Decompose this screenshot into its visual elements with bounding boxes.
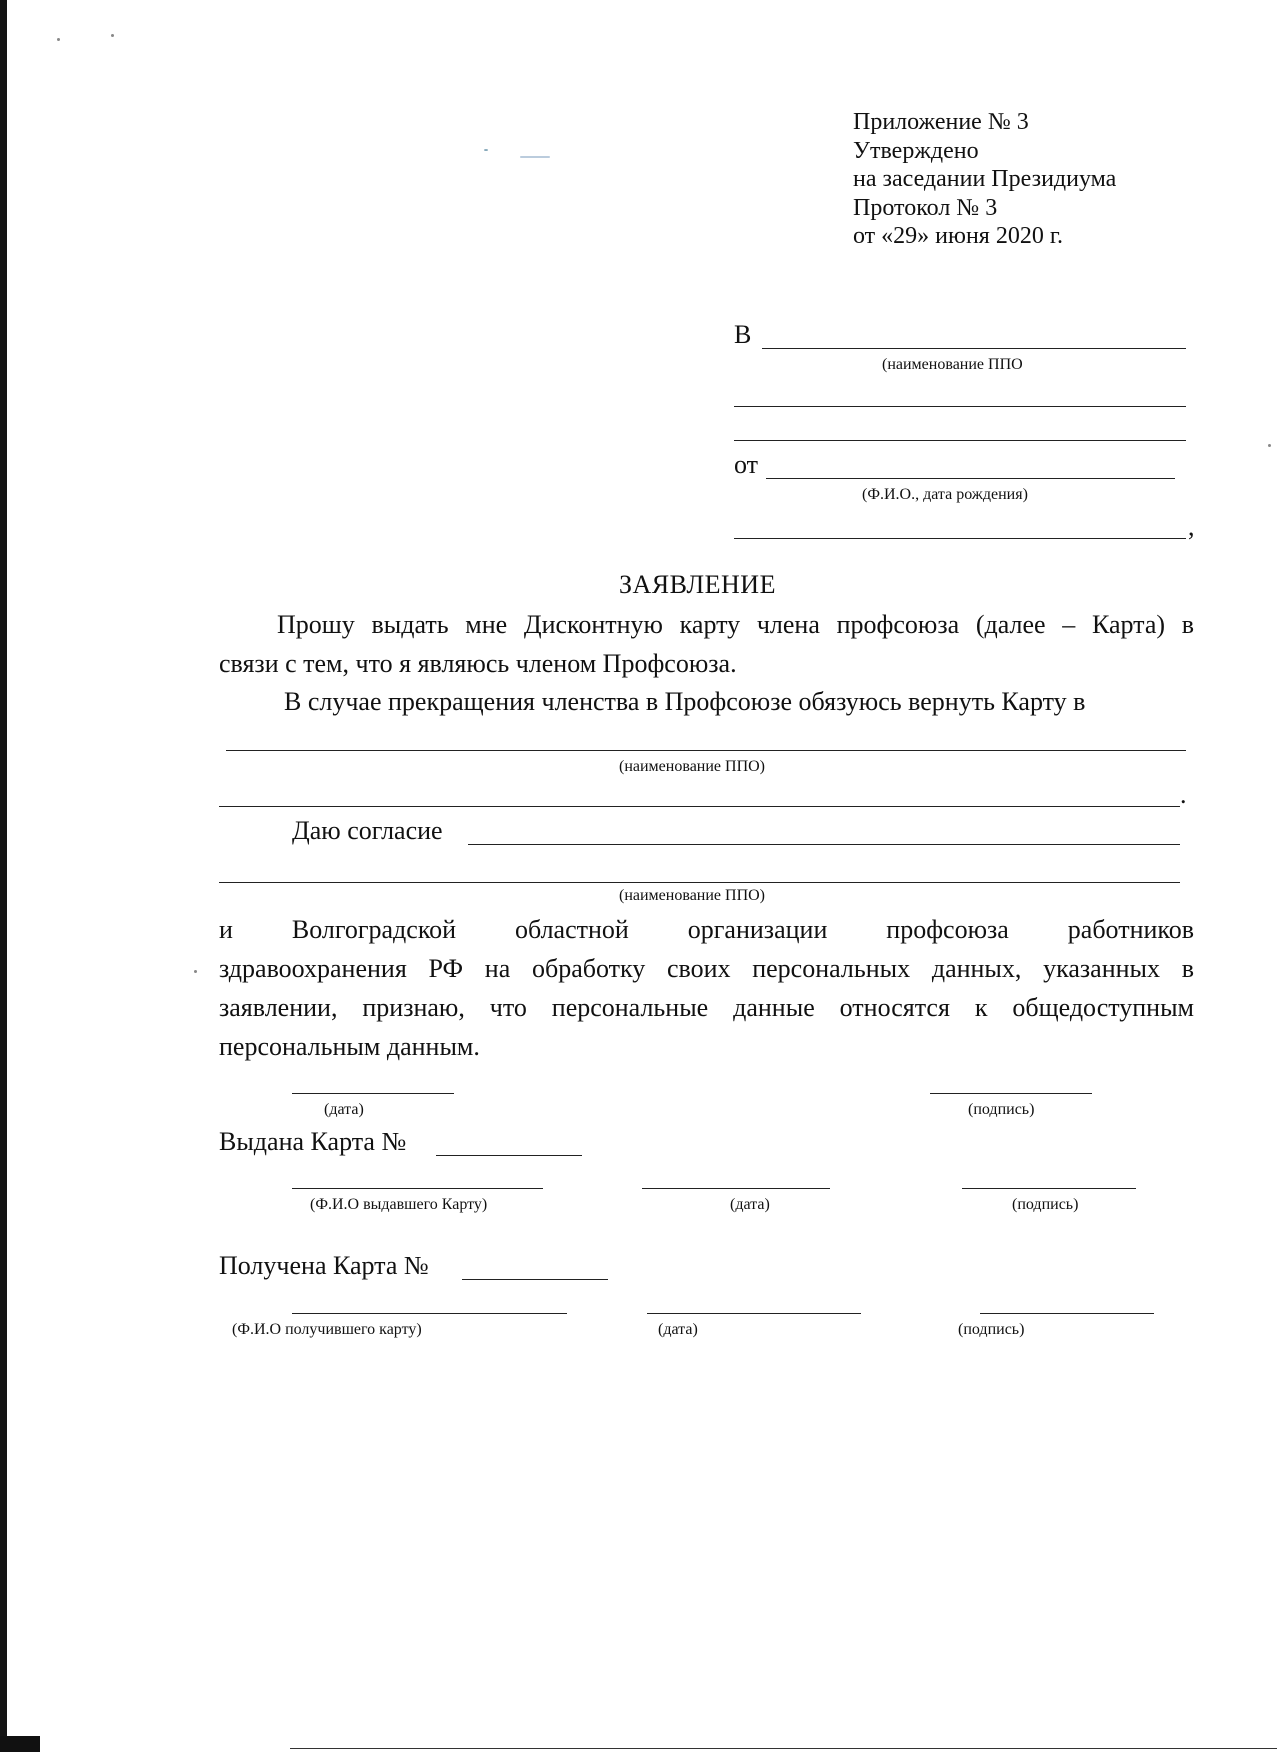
scan-speck [520, 156, 550, 158]
paragraph-line: Прошу выдать мне Дисконтную карту члена профсоюза (далее – Карта) в [277, 610, 1194, 639]
scan-speck [111, 34, 114, 37]
scan-bottom-line [290, 1748, 1277, 1749]
paragraph-line: заявлении, признаю, что персональные данные относятся к общедоступным [219, 993, 1194, 1022]
received-date-caption: (дата) [658, 1321, 698, 1338]
received-card-label: Получена Карта № [219, 1251, 429, 1280]
scan-speck [57, 38, 60, 41]
issued-date-caption: (дата) [730, 1196, 770, 1213]
to-field-line-3[interactable] [734, 440, 1186, 441]
receiver-fio-caption: (Ф.И.О получившего карту) [232, 1321, 422, 1338]
scan-speck [194, 970, 197, 973]
statement-title: ЗАЯВЛЕНИЕ [619, 570, 776, 599]
from-end-comma: , [1188, 512, 1195, 541]
paragraph-line: В случае прекращения членства в Профсоюзе обязуюсь вернуть Карту в [284, 687, 1086, 716]
receiver-fio-line[interactable] [292, 1313, 567, 1314]
issued-signature-line[interactable] [962, 1188, 1136, 1189]
scan-speck [484, 149, 488, 151]
consent-field-line-2[interactable] [219, 882, 1180, 883]
issuer-fio-caption: (Ф.И.О выдавшего Карту) [310, 1196, 488, 1213]
applicant-date-line[interactable] [292, 1093, 454, 1094]
consent-caption: (наименование ППО) [619, 887, 766, 904]
paragraph-line: связи с тем, что я являюсь членом Профсоюза. [219, 649, 737, 678]
paragraph-line: и Волгоградской областной организации профсоюза работников [219, 915, 1194, 944]
consent-label: Даю согласие [292, 816, 443, 845]
scan-corner-mark [0, 1736, 40, 1752]
from-prefix: от [734, 450, 759, 479]
received-card-number-line[interactable] [462, 1279, 608, 1280]
ppo-end-period: . [1180, 780, 1187, 809]
from-field-line[interactable] [766, 478, 1175, 479]
to-caption: (наименование ППО [882, 356, 1023, 373]
to-prefix: В [734, 320, 752, 349]
paragraph-line: персональным данным. [219, 1032, 480, 1061]
from-field-line-2[interactable] [734, 538, 1186, 539]
received-signature-line[interactable] [980, 1313, 1154, 1314]
approval-line: от «29» июня 2020 г. [853, 223, 1063, 249]
approval-line: на заседании Президиума [853, 166, 1117, 192]
received-signature-caption: (подпись) [958, 1321, 1025, 1338]
issued-date-line[interactable] [642, 1188, 830, 1189]
scan-left-edge [0, 0, 7, 1752]
issued-card-number-line[interactable] [436, 1155, 582, 1156]
approval-line: Утверждено [853, 137, 979, 164]
ppo-name-field-line-2[interactable] [219, 806, 1180, 807]
ppo-name-field-line[interactable] [226, 750, 1186, 751]
received-date-line[interactable] [647, 1313, 861, 1314]
issued-signature-caption: (подпись) [1012, 1196, 1079, 1213]
paragraph-line: здравоохранения РФ на обработку своих персональных данных, указанных в [219, 954, 1194, 983]
ppo-caption: (наименование ППО) [619, 758, 766, 775]
to-field-line-2[interactable] [734, 406, 1186, 407]
from-caption: (Ф.И.О., дата рождения) [862, 486, 1028, 503]
applicant-date-caption: (дата) [324, 1101, 364, 1118]
applicant-signature-caption: (подпись) [968, 1101, 1035, 1118]
consent-field-line[interactable] [468, 844, 1180, 845]
applicant-signature-line[interactable] [930, 1093, 1092, 1094]
issued-card-label: Выдана Карта № [219, 1127, 407, 1156]
approval-line: Приложение № 3 [853, 109, 1029, 135]
scan-speck [1268, 444, 1271, 447]
to-field-line[interactable] [762, 348, 1186, 349]
approval-block [853, 108, 1116, 251]
issuer-fio-line[interactable] [292, 1188, 543, 1189]
approval-line: Протокол № 3 [853, 194, 998, 221]
